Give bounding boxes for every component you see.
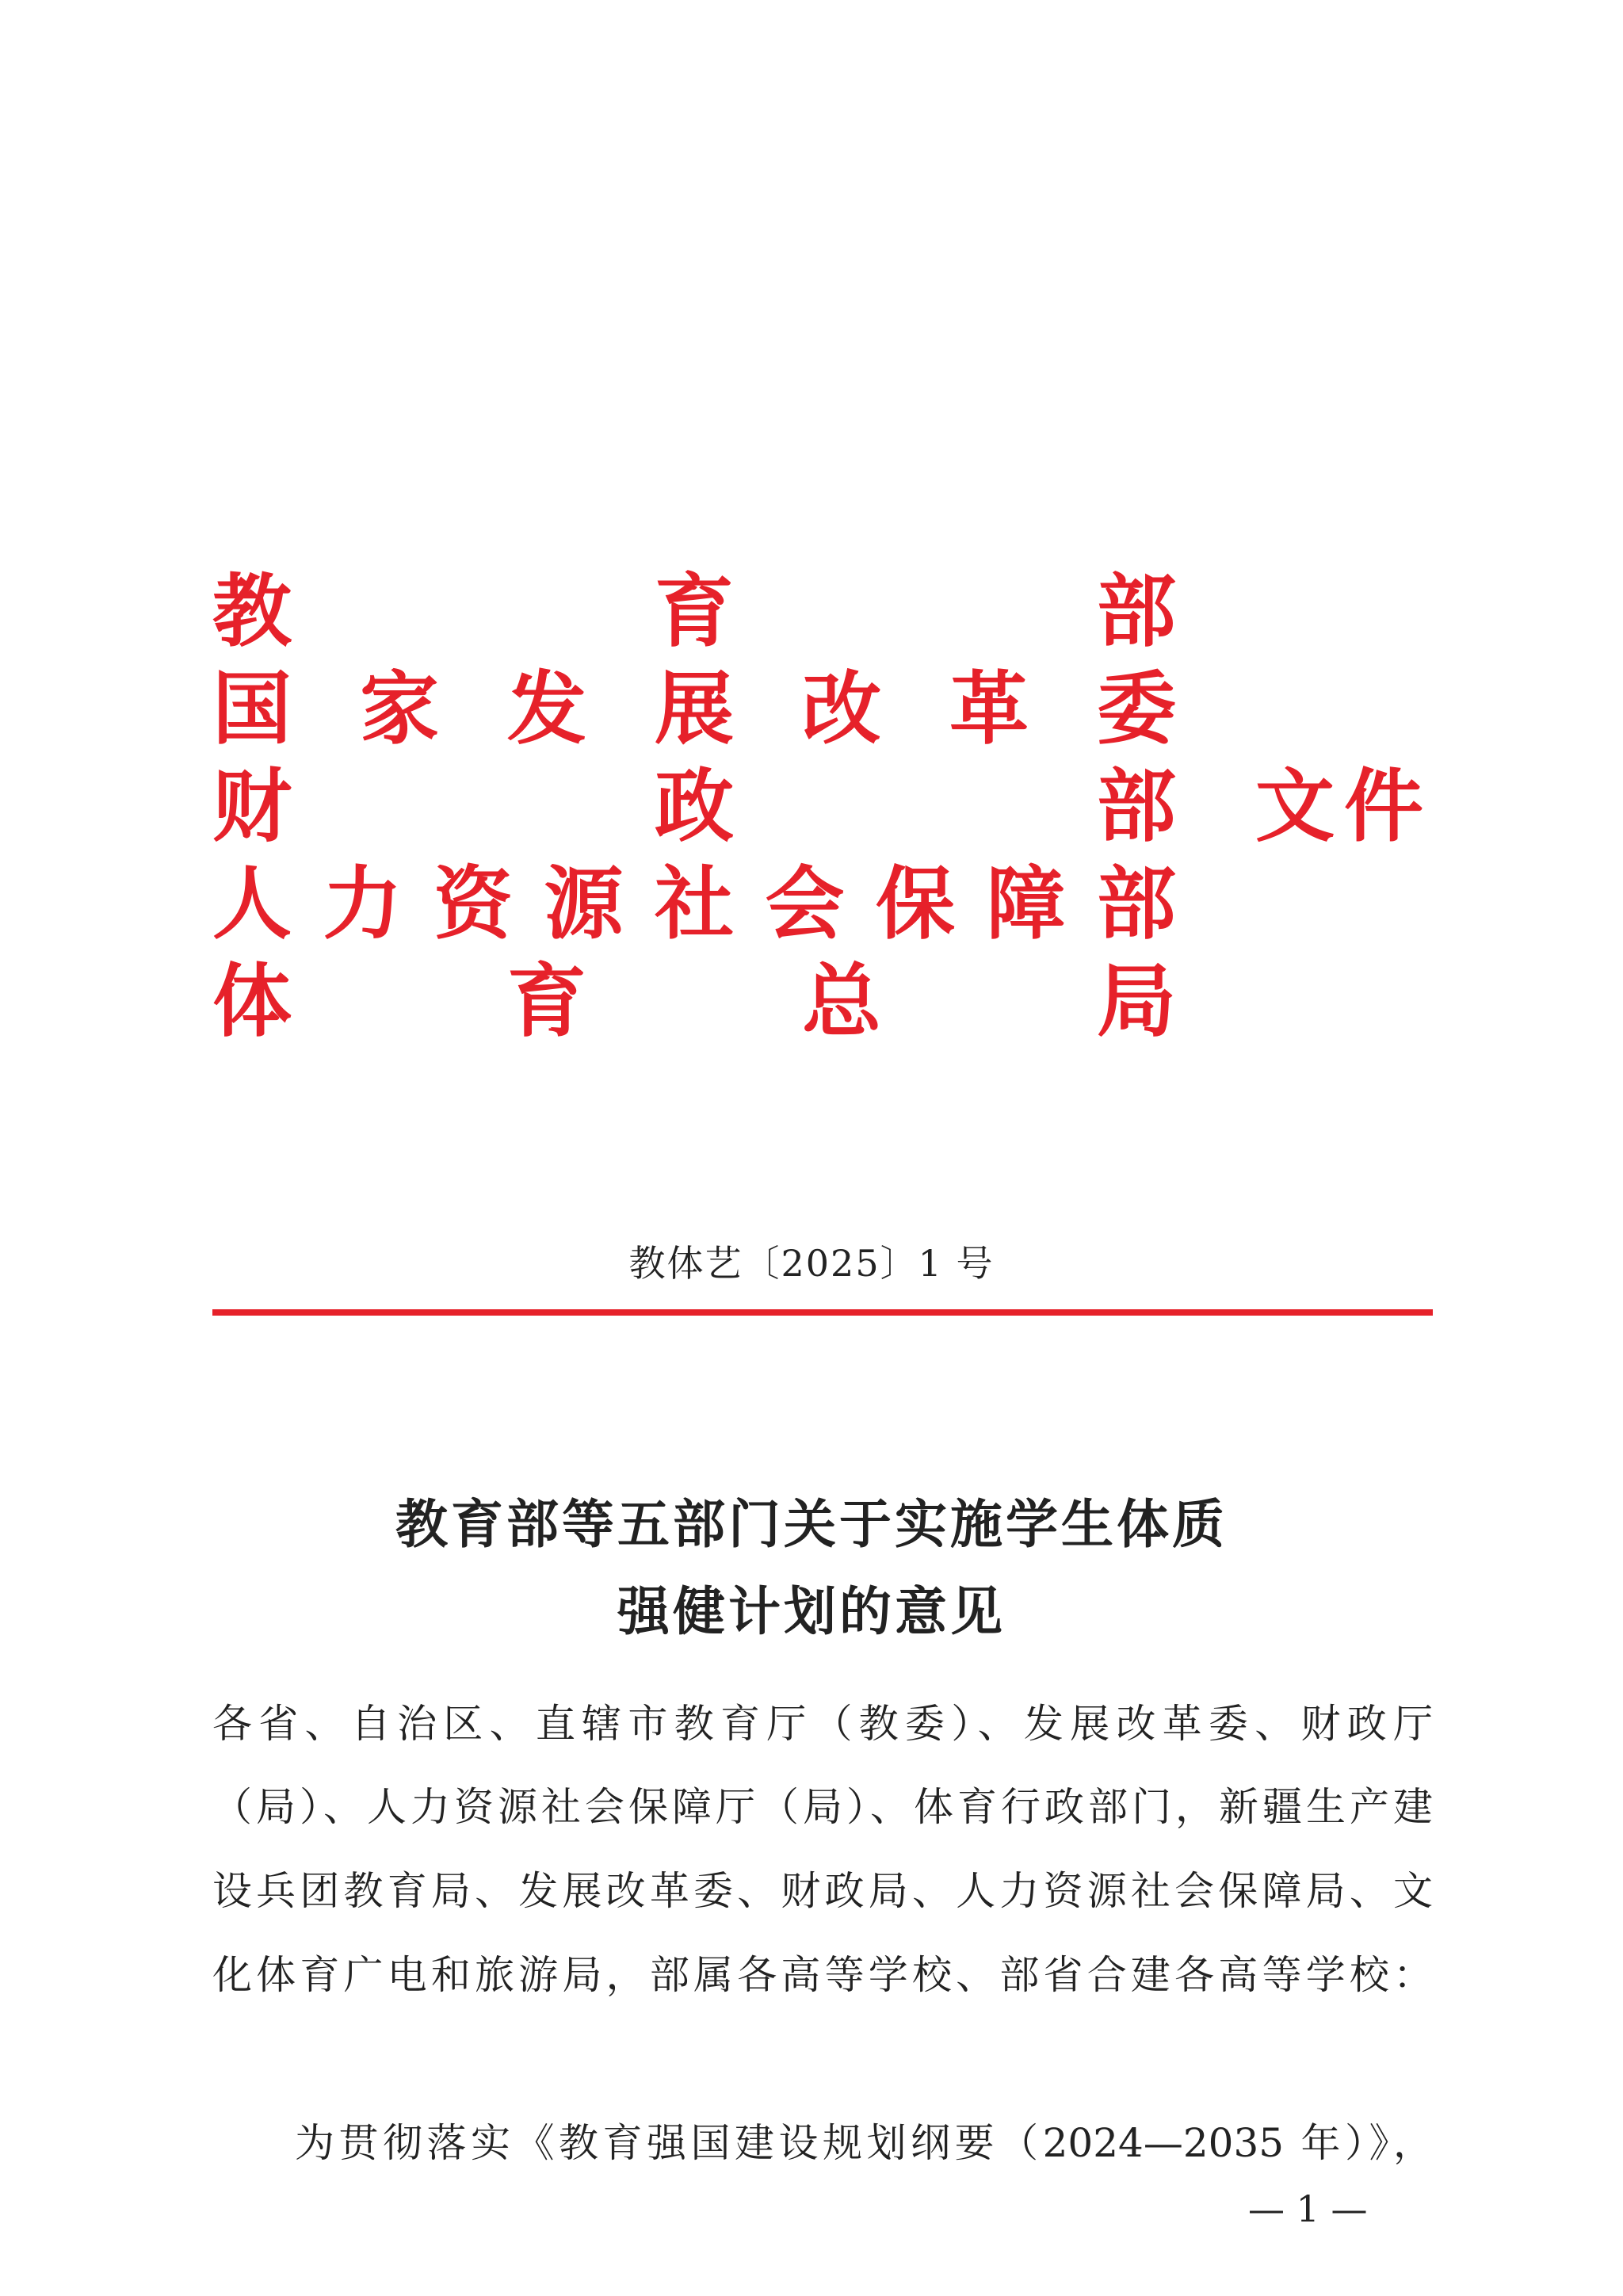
issuer-char: 会	[765, 857, 845, 950]
issuer-char: 保	[876, 857, 955, 950]
issuer-char: 育	[507, 954, 586, 1048]
issuer-row-5	[212, 954, 1176, 1048]
body-line: 设兵团教育局、发展改革委、财政局、人力资源社会保障局、文	[212, 1868, 1433, 1914]
issuer-char: 财	[212, 759, 292, 853]
issuer-char: 国	[212, 662, 292, 755]
issuer-char: 发	[507, 662, 586, 755]
issuer-char: 改	[802, 662, 881, 755]
issuer-char: 障	[986, 857, 1066, 950]
issuer-row-4	[212, 857, 1176, 950]
document-suffix: 文件	[1255, 759, 1433, 853]
issuer-row-3	[212, 759, 1176, 853]
issuer-char: 源	[544, 857, 624, 950]
red-divider	[212, 1309, 1433, 1316]
body-line: 化体育广电和旅游局，部属各高等学校、部省合建各高等学校：	[212, 1952, 1433, 1998]
issuer-row-2	[212, 662, 1176, 755]
issuer-char: 委	[1097, 662, 1176, 755]
issuer-char: 展	[655, 662, 734, 755]
body-line: 各省、自治区、直辖市教育厅（教委）、发展改革委、财政厅	[212, 1701, 1433, 1747]
issuer-char: 力	[323, 857, 403, 950]
issuer-char: 育	[655, 564, 734, 658]
issuer-char: 革	[949, 662, 1029, 755]
document-title-line-1: 教育部等五部门关于实施学生体质	[395, 1493, 1228, 1555]
document-title-line-2: 强健计划的意见	[617, 1580, 1006, 1642]
issuer-char: 政	[655, 759, 734, 853]
issuer-char: 局	[1097, 954, 1176, 1048]
document-number: 教体艺〔2025〕1 号	[628, 1242, 995, 1285]
issuer-row-1	[212, 564, 1176, 658]
issuer-char: 总	[802, 954, 881, 1048]
issuer-char: 社	[655, 857, 734, 950]
issuer-char: 资	[433, 857, 513, 950]
issuer-char: 体	[212, 954, 292, 1048]
body-line: （局）、人力资源社会保障厅（局）、体育行政部门，新疆生产建	[212, 1784, 1433, 1830]
issuer-char: 部	[1097, 857, 1176, 950]
body-line: 为贯彻落实《教育强国建设规划纲要（2024—2035 年）》，	[295, 2120, 1433, 2166]
issuer-char: 教	[212, 564, 292, 658]
page-number: — 1 —	[1248, 2187, 1368, 2230]
issuer-char: 人	[212, 857, 292, 950]
issuer-char: 部	[1097, 564, 1176, 658]
issuer-char: 部	[1097, 759, 1176, 853]
issuer-char: 家	[360, 662, 439, 755]
